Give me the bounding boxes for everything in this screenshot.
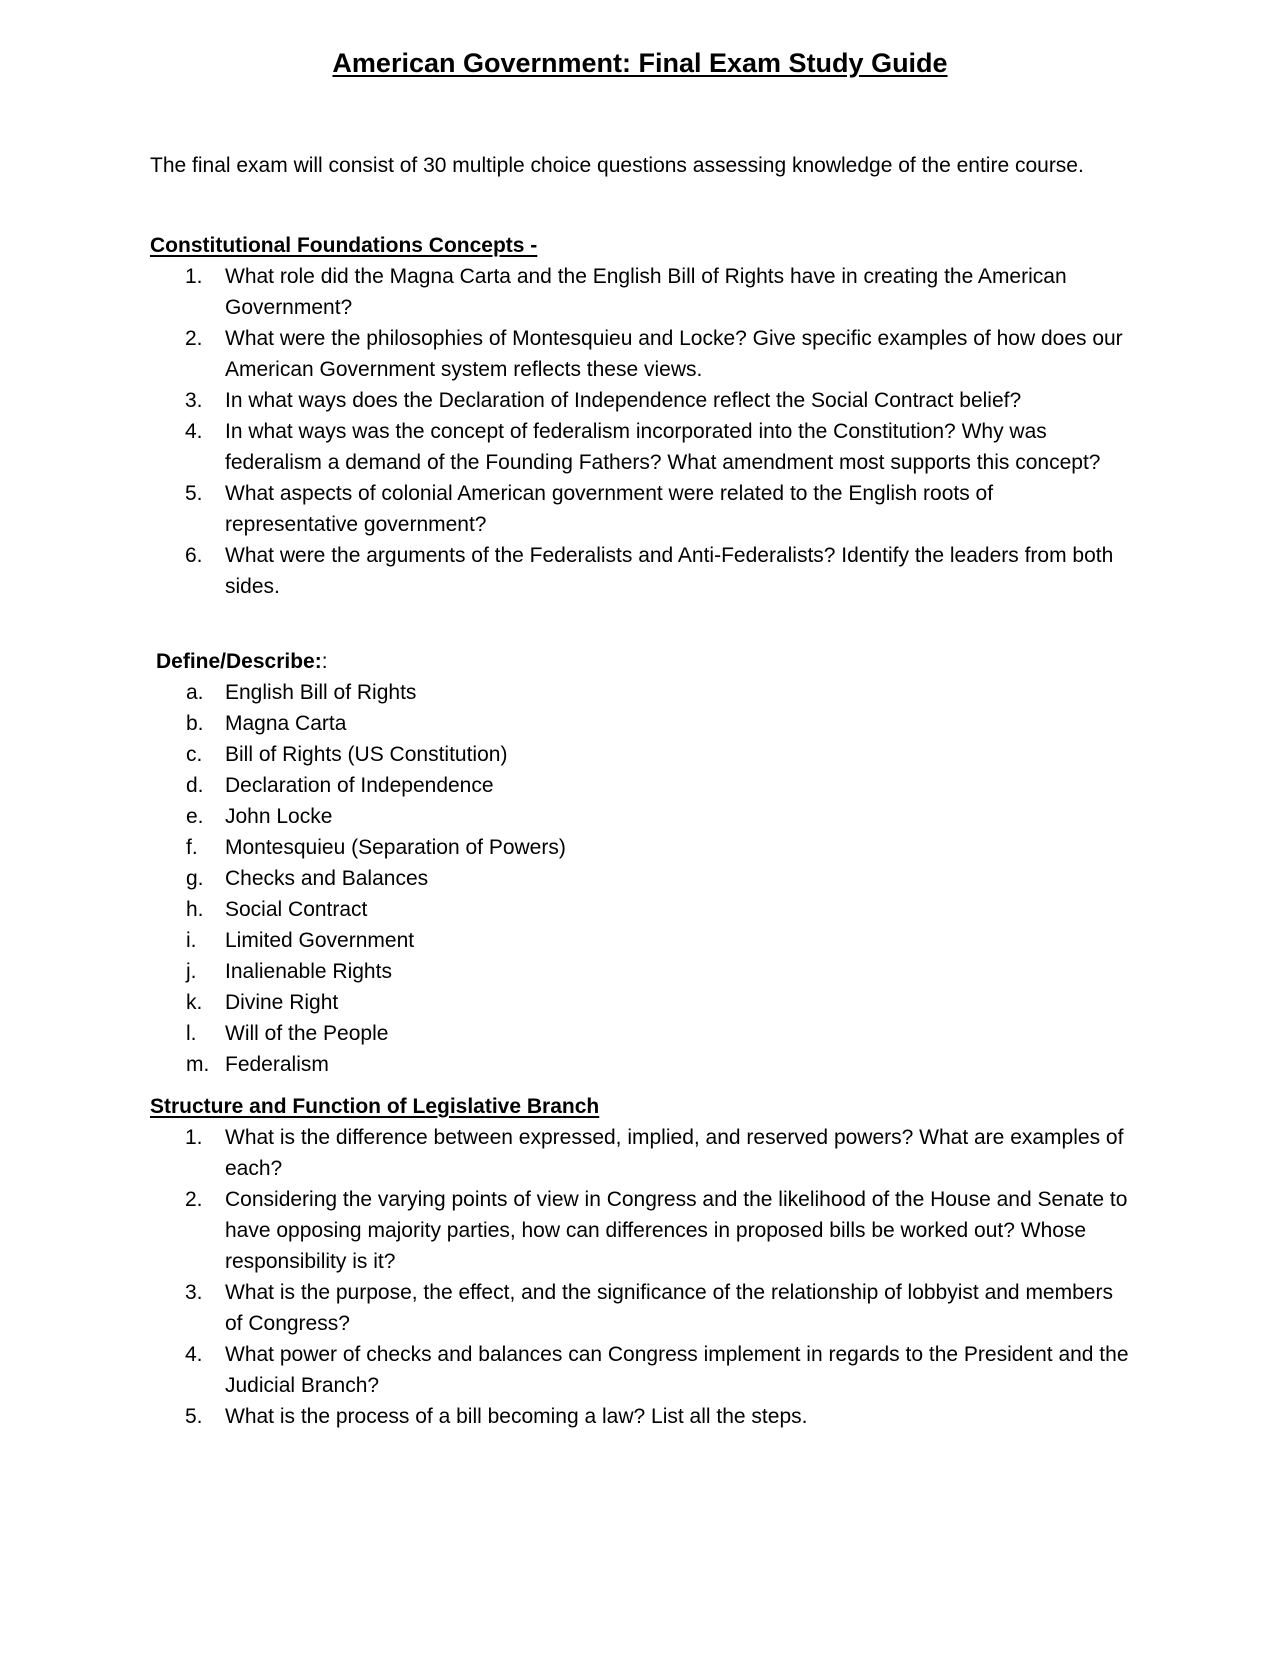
list-marker: b. xyxy=(186,712,204,735)
term-text: Declaration of Independence xyxy=(225,774,494,797)
define-heading-suffix: : xyxy=(321,650,328,673)
list-item xyxy=(0,1184,1130,1277)
list-marker: c. xyxy=(186,743,203,766)
list-marker: 5. xyxy=(185,482,203,505)
list-item xyxy=(0,1277,1130,1339)
term-text: Social Contract xyxy=(225,898,368,921)
section-heading-legislative: Structure and Function of Legislative Branch xyxy=(150,1095,600,1118)
question-text: What were the arguments of the Federalists and Anti-Federalists? Identify the leaders from both sides. xyxy=(225,544,1114,598)
list-item xyxy=(0,416,1130,478)
list-marker: 3. xyxy=(185,1281,203,1304)
legislative-questions-list xyxy=(0,1122,1130,1432)
term-text: English Bill of Rights xyxy=(225,681,417,704)
list-item xyxy=(0,708,1130,739)
list-item xyxy=(0,478,1130,540)
question-text: Considering the varying points of view in Congress and the likelihood of the House and Senate to have opposing majority parties, how can differences in proposed bills be worked out? Whose responsibility is it? xyxy=(225,1188,1128,1273)
list-marker: 6. xyxy=(185,544,203,567)
list-item xyxy=(0,1018,1130,1049)
list-item xyxy=(0,801,1130,832)
list-item xyxy=(0,863,1130,894)
list-marker: j. xyxy=(186,960,197,983)
term-text: Bill of Rights (US Constitution) xyxy=(225,743,508,766)
list-marker: m. xyxy=(186,1053,210,1076)
list-item xyxy=(0,540,1130,602)
list-item xyxy=(0,832,1130,863)
question-text: What aspects of colonial American government were related to the English roots of representative government? xyxy=(225,482,994,536)
list-marker: 4. xyxy=(185,420,203,443)
constitutional-questions-list xyxy=(0,261,1130,602)
list-marker: 5. xyxy=(185,1405,203,1428)
list-marker: d. xyxy=(186,774,204,797)
list-item xyxy=(0,925,1130,956)
term-text: John Locke xyxy=(225,805,333,828)
question-text: In what ways does the Declaration of Independence reflect the Social Contract belief? xyxy=(225,389,1022,412)
term-text: Magna Carta xyxy=(225,712,347,735)
list-marker: 3. xyxy=(185,389,203,412)
list-item xyxy=(0,1401,1130,1432)
list-marker: 1. xyxy=(185,1126,203,1149)
list-item xyxy=(0,739,1130,770)
list-marker: f. xyxy=(186,836,198,859)
document-title: American Government: Final Exam Study Guide xyxy=(332,48,948,78)
list-item xyxy=(0,956,1130,987)
list-item xyxy=(0,987,1130,1018)
section-heading-define xyxy=(156,646,328,677)
define-terms-list xyxy=(0,677,1130,1080)
question-text: What is the difference between expressed, implied, and reserved powers? What are examples of each? xyxy=(225,1126,1124,1180)
list-marker: 4. xyxy=(185,1343,203,1366)
list-item xyxy=(0,770,1130,801)
question-text: What were the philosophies of Montesquieu and Locke? Give specific examples of how does our American Government system reflects these views. xyxy=(225,327,1123,381)
term-text: Divine Right xyxy=(225,991,339,1014)
term-text: Limited Government xyxy=(225,929,415,952)
list-marker: i. xyxy=(186,929,197,952)
question-text: What is the process of a bill becoming a law? List all the steps. xyxy=(225,1405,808,1428)
question-text: In what ways was the concept of federalism incorporated into the Constitution? Why was federalism a demand of the Founding Fathers? What amendment most supports this concept? xyxy=(225,420,1101,474)
list-item xyxy=(0,261,1130,323)
question-text: What power of checks and balances can Congress implement in regards to the President and the Judicial Branch? xyxy=(225,1343,1129,1397)
list-marker: 2. xyxy=(185,327,203,350)
list-marker: g. xyxy=(186,867,204,890)
term-text: Will of the People xyxy=(225,1022,389,1045)
question-text: What is the purpose, the effect, and the significance of the relationship of lobbyist and members of Congress? xyxy=(225,1281,1113,1335)
list-marker: e. xyxy=(186,805,204,828)
list-item xyxy=(0,385,1130,416)
list-marker: 1. xyxy=(185,265,203,288)
list-marker: k. xyxy=(186,991,203,1014)
intro-paragraph: The final exam will consist of 30 multiple choice questions assessing knowledge of the entire course. xyxy=(150,154,1084,177)
list-marker: 2. xyxy=(185,1188,203,1211)
list-item xyxy=(0,1122,1130,1184)
term-text: Federalism xyxy=(225,1053,329,1076)
list-item xyxy=(0,1049,1130,1080)
list-marker: h. xyxy=(186,898,204,921)
list-item xyxy=(0,323,1130,385)
question-text: What role did the Magna Carta and the English Bill of Rights have in creating the American Government? xyxy=(225,265,1067,319)
list-item xyxy=(0,894,1130,925)
term-text: Inalienable Rights xyxy=(225,960,392,983)
term-text: Checks and Balances xyxy=(225,867,429,890)
define-heading-text: Define/Describe: xyxy=(156,650,322,673)
list-marker: l. xyxy=(186,1022,197,1045)
term-text: Montesquieu (Separation of Powers) xyxy=(225,836,566,859)
list-marker: a. xyxy=(186,681,204,704)
list-item xyxy=(0,677,1130,708)
section-heading-constitutional: Constitutional Foundations Concepts - xyxy=(150,234,538,257)
list-item xyxy=(0,1339,1130,1401)
